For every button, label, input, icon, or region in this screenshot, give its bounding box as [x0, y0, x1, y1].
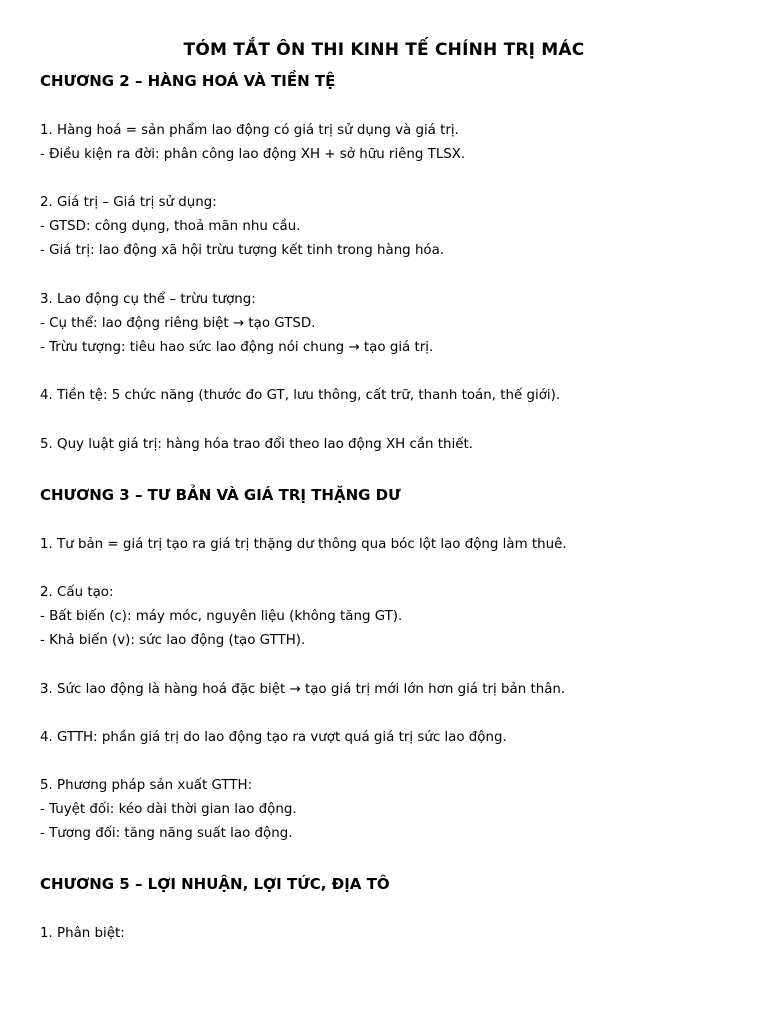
- document-title: TÓM TẮT ÔN THI KINH TẾ CHÍNH TRỊ MÁC: [183, 40, 585, 60]
- text-line: - Điều kiện ra đời: phân công lao động XH + sở hữu riêng TLSX.: [40, 147, 466, 162]
- text-line: - Giá trị: lao động xã hội trừu tượng kết tinh trong hàng hóa.: [40, 243, 445, 258]
- text-line: - Cụ thể: lao động riêng biệt → tạo GTSD.: [40, 316, 316, 331]
- text-line: 1. Tư bản = giá trị tạo ra giá trị thặng dư thông qua bóc lột lao động làm thuê.: [40, 537, 567, 552]
- text-line: - GTSD: công dụng, thoả mãn nhu cầu.: [40, 219, 301, 234]
- text-line: 5. Phương pháp sản xuất GTTH:: [40, 778, 253, 793]
- text-line: 1. Hàng hoá = sản phẩm lao động có giá trị sử dụng và giá trị.: [40, 123, 459, 138]
- text-line: - Tuyệt đối: kéo dài thời gian lao động.: [40, 802, 297, 817]
- section-heading: CHƯƠNG 2 – HÀNG HOÁ VÀ TIỀN TỆ: [40, 72, 336, 90]
- text-line: - Tương đối: tăng năng suất lao động.: [40, 826, 293, 841]
- text-line: 2. Giá trị – Giá trị sử dụng:: [40, 195, 217, 210]
- text-line: - Bất biến (c): máy móc, nguyên liệu (không tăng GT).: [40, 609, 403, 624]
- text-line: 4. Tiền tệ: 5 chức năng (thước đo GT, lưu thông, cất trữ, thanh toán, thế giới).: [40, 388, 561, 403]
- text-line: - Trừu tượng: tiêu hao sức lao động nói chung → tạo giá trị.: [40, 340, 434, 355]
- text-line: 1. Phân biệt:: [40, 926, 125, 941]
- text-line: 3. Sức lao động là hàng hoá đặc biệt → tạo giá trị mới lớn hơn giá trị bản thân.: [40, 682, 566, 697]
- text-line: 4. GTTH: phần giá trị do lao động tạo ra vượt quá giá trị sức lao động.: [40, 730, 507, 745]
- text-line: 5. Quy luật giá trị: hàng hóa trao đổi theo lao động XH cần thiết.: [40, 437, 473, 452]
- section-heading: CHƯƠNG 5 – LỢI NHUẬN, LỢI TỨC, ĐỊA TÔ: [40, 875, 390, 893]
- text-line: - Khả biến (v): sức lao động (tạo GTTH).: [40, 633, 306, 648]
- section-heading: CHƯƠNG 3 – TƯ BẢN VÀ GIÁ TRỊ THẶNG DƯ: [40, 486, 401, 504]
- text-line: 3. Lao động cụ thể – trừu tượng:: [40, 292, 256, 307]
- text-line: 2. Cấu tạo:: [40, 585, 114, 600]
